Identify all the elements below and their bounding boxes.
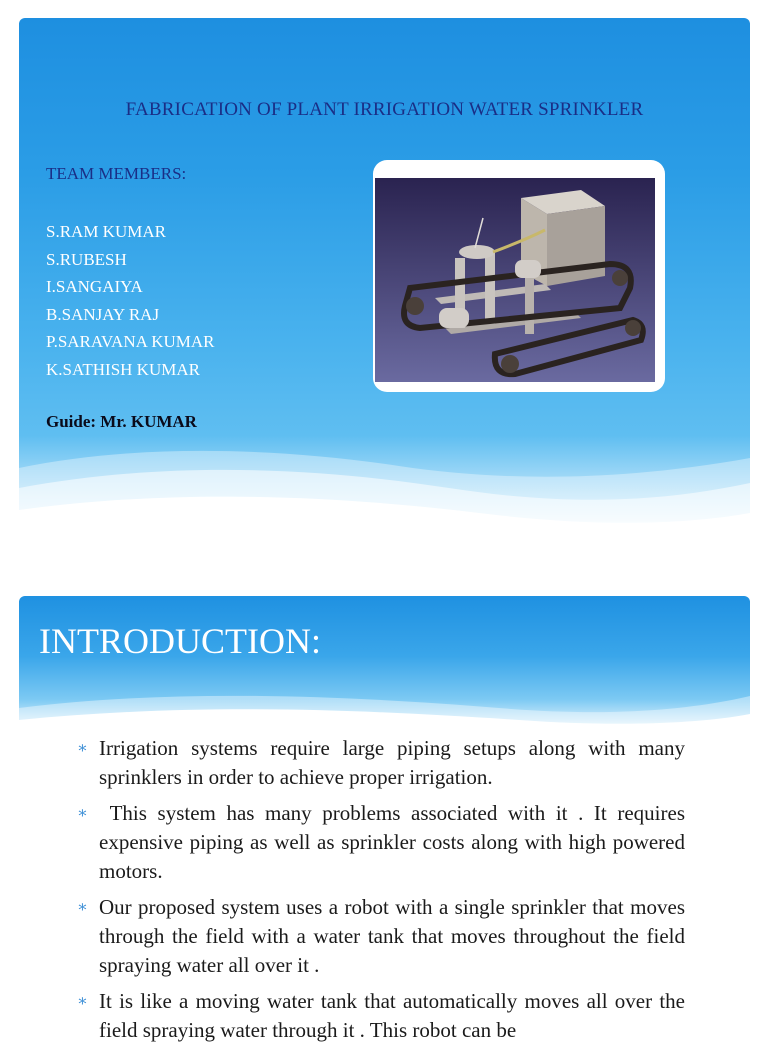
robot-cad-image-frame <box>373 160 665 392</box>
introduction-slide <box>19 596 750 1042</box>
list-item <box>77 734 685 792</box>
bullet-text: Irrigation systems require large piping setups along with many sprinklers in order to achieve proper irrigation. <box>99 736 685 789</box>
bullet-list <box>77 734 691 1052</box>
bullet-text: This system has many problems associated with it . It requires expensive piping as well as sprinkler costs along with high powered motors. <box>99 801 691 883</box>
guide-name: Guide: Mr. KUMAR <box>46 412 197 431</box>
bullet-text: Our proposed system uses a robot with a single sprinkler that moves through the field with a water tank that moves throughout the field spraying water all over it . <box>99 895 685 977</box>
bullet-text: It is like a moving water tank that automatically moves all over the field spraying water through it . This robot can be <box>99 989 685 1042</box>
list-item <box>77 893 685 980</box>
title-slide <box>19 18 750 540</box>
team-member: K.SATHISH KUMAR <box>46 359 200 379</box>
bullet-icon: ∗ <box>77 740 88 757</box>
team-member: B.SANJAY RAJ <box>46 304 160 324</box>
list-item <box>77 799 691 886</box>
team-members-label: TEAM MEMBERS: <box>46 164 187 183</box>
bullet-icon: ∗ <box>77 899 88 916</box>
wave-decoration <box>19 438 750 548</box>
team-member: S.RAM KUMAR <box>46 222 166 241</box>
team-member: I.SANGAIYA <box>46 277 143 296</box>
team-member-list <box>46 218 215 383</box>
slide-title: INTRODUCTION: <box>39 621 321 661</box>
robot-cad-image <box>375 178 655 382</box>
list-item <box>77 987 685 1045</box>
bullet-icon: ∗ <box>77 993 88 1010</box>
team-member: P.SARAVANA KUMAR <box>46 332 215 351</box>
team-member: S.RUBESH <box>46 249 127 269</box>
slide-title: FABRICATION OF PLANT IRRIGATION WATER SPRINKLER <box>125 99 644 120</box>
bullet-icon: ∗ <box>77 805 88 822</box>
